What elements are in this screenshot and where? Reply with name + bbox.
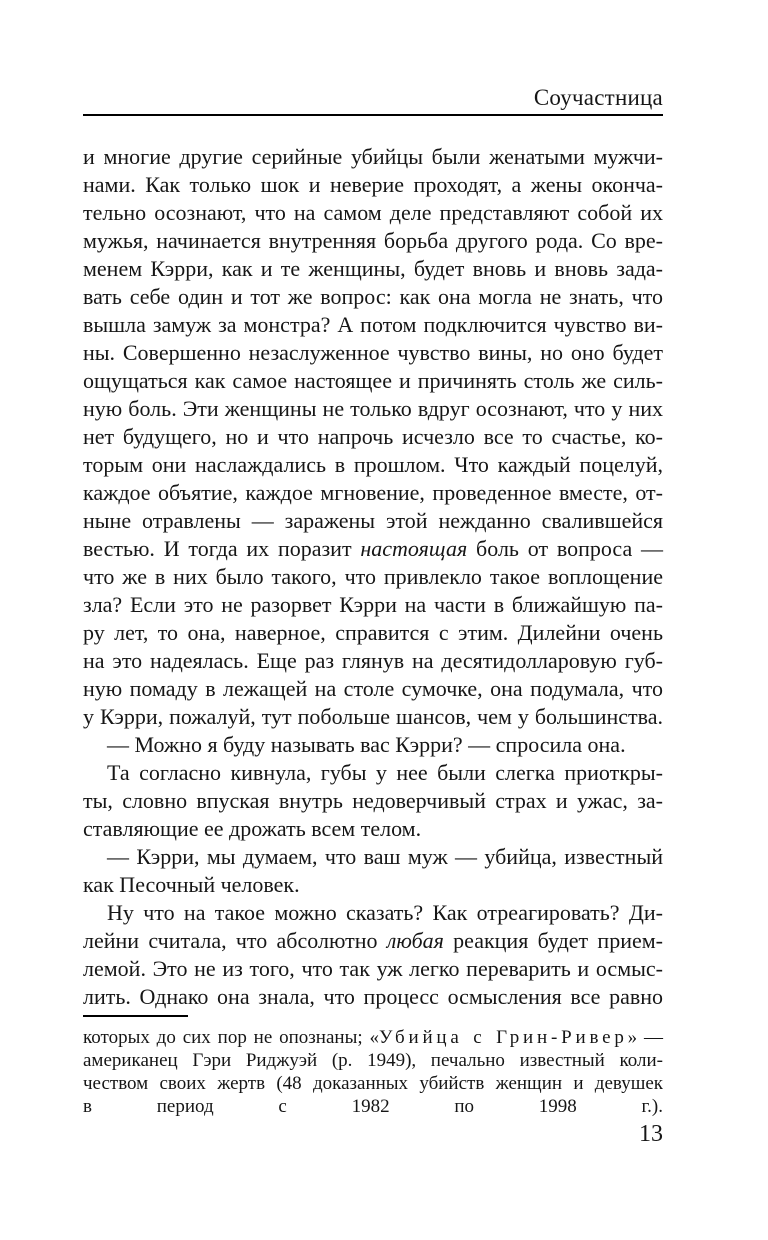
text-segment: нами. Как только шок и неверие проходят, а жены оконча- [83, 172, 663, 197]
text-line [83, 871, 663, 899]
text-segment: ны. Совершенно незаслуженное чувство вины, но оно будет [83, 340, 663, 365]
text-line [83, 843, 663, 871]
text-segment: — Кэрри, мы думаем, что ваш муж — убийца, известный [107, 844, 663, 869]
text-segment: лейни считала, что абсолютно [83, 928, 387, 953]
text-segment: ную боль. Эти женщины не только вдруг осознают, что у них [83, 396, 663, 421]
text-segment: вестью. И тогда их поразит [83, 536, 361, 561]
italic-text: любая [386, 928, 444, 953]
text-line [83, 423, 663, 451]
text-line [83, 143, 663, 171]
text-line [83, 199, 663, 227]
text-segment: лемой. Это не из того, что так уж легко переварить и осмыс- [83, 956, 663, 981]
footnote-separator [83, 1015, 188, 1017]
text-segment: тельно осознают, что на самом деле представляют собой их [83, 200, 663, 225]
footnote-line [83, 1026, 663, 1049]
page-number: 13 [639, 1121, 663, 1147]
text-line [83, 339, 663, 367]
text-segment: ныне отравлены — заражены этой нежданно свалившейся [83, 508, 663, 533]
text-line [83, 787, 663, 815]
footnote-text [83, 1026, 663, 1118]
text-line [83, 255, 663, 283]
text-segment: ощущаться как самое настоящее и причинять столь же силь- [83, 368, 663, 393]
text-line [83, 955, 663, 983]
text-segment: реакция будет прием- [443, 928, 663, 953]
text-segment: мужья, начинается внутренняя борьба другого рода. Со вре- [83, 228, 663, 253]
text-line [83, 451, 663, 479]
text-segment: ты, словно впуская внутрь недоверчивый страх и ужас, за- [83, 788, 663, 813]
text-line [83, 563, 663, 591]
text-segment: вать себе один и тот же вопрос: как она могла не знать, что [83, 284, 663, 309]
text-segment: торым они наслаждались в прошлом. Что каждый поцелуй, [83, 452, 663, 477]
text-line [83, 983, 663, 1011]
text-segment: боль от вопроса — [467, 536, 663, 561]
text-segment: которых до сих пор не опознаны; « [83, 1027, 379, 1048]
text-line [83, 675, 663, 703]
text-segment: что же в них было такого, что привлекло такое воплощение [83, 564, 663, 589]
text-line [83, 647, 663, 675]
text-segment: ру лет, то она, наверное, справится с этим. Дилейни очень [83, 620, 663, 645]
text-line [83, 899, 663, 927]
text-segment: как Песочный человек. [83, 872, 300, 897]
text-line [83, 507, 663, 535]
text-line [83, 283, 663, 311]
text-segment: американец Гэри Риджуэй (р. 1949), печально известный коли- [83, 1050, 663, 1071]
text-segment: каждое объятие, каждое мгновение, проведенное вместе, от- [83, 480, 663, 505]
text-line [83, 171, 663, 199]
text-segment: ставляющие ее дрожать всем телом. [83, 816, 422, 841]
text-line [83, 367, 663, 395]
text-line [83, 619, 663, 647]
italic-text: настоящая [360, 536, 468, 561]
header-rule [83, 114, 663, 116]
text-segment: Ну что на такое можно сказать? Как отреагировать? Ди- [107, 900, 663, 925]
text-segment: ную помаду в лежащей на столе сумочке, она подумала, что [83, 676, 663, 701]
letterspaced-text: Убийца с Грин-Ривер [378, 1027, 628, 1048]
text-line [83, 395, 663, 423]
text-segment: и многие другие серийные убийцы были женатыми мужчи- [83, 144, 663, 169]
text-line [83, 311, 663, 339]
text-segment: » — [627, 1027, 664, 1048]
running-header [83, 84, 663, 112]
text-segment: нет будущего, но и что напрочь исчезло все то счастье, ко- [83, 424, 663, 449]
text-segment: лить. Однако она знала, что процесс осмысления все равно [83, 984, 663, 1009]
text-segment: вышла замуж за монстра? А потом подключится чувство ви- [83, 312, 663, 337]
text-segment: менем Кэрри, как и те женщины, будет вновь и вновь зада- [83, 256, 663, 281]
text-line [83, 927, 663, 955]
text-segment: на это надеялась. Еще раз глянув на десятидолларовую губ- [83, 648, 663, 673]
text-line [83, 815, 663, 843]
text-line [83, 703, 663, 731]
text-segment: — Можно я буду называть вас Кэрри? — спросила она. [107, 732, 626, 757]
body-text [83, 143, 663, 1011]
text-segment: чеством своих жертв (48 доказанных убийств женщин и девушек [83, 1073, 663, 1094]
chapter-title: Соучастница [533, 85, 663, 110]
footnote-line [83, 1095, 663, 1118]
text-line [83, 227, 663, 255]
text-line [83, 591, 663, 619]
footnote-line [83, 1072, 663, 1095]
text-segment: в период с 1982 по 1998 г.). [83, 1096, 663, 1117]
text-line [83, 535, 663, 563]
text-segment: Та согласно кивнула, губы у нее были слегка приоткры- [107, 760, 663, 785]
text-line [83, 731, 663, 759]
footnote-line [83, 1049, 663, 1072]
text-segment: у Кэрри, пожалуй, тут побольше шансов, чем у большинства. [83, 704, 663, 729]
text-line [83, 759, 663, 787]
text-segment: зла? Если это не разорвет Кэрри на части в ближайшую па- [83, 592, 663, 617]
text-line [83, 479, 663, 507]
